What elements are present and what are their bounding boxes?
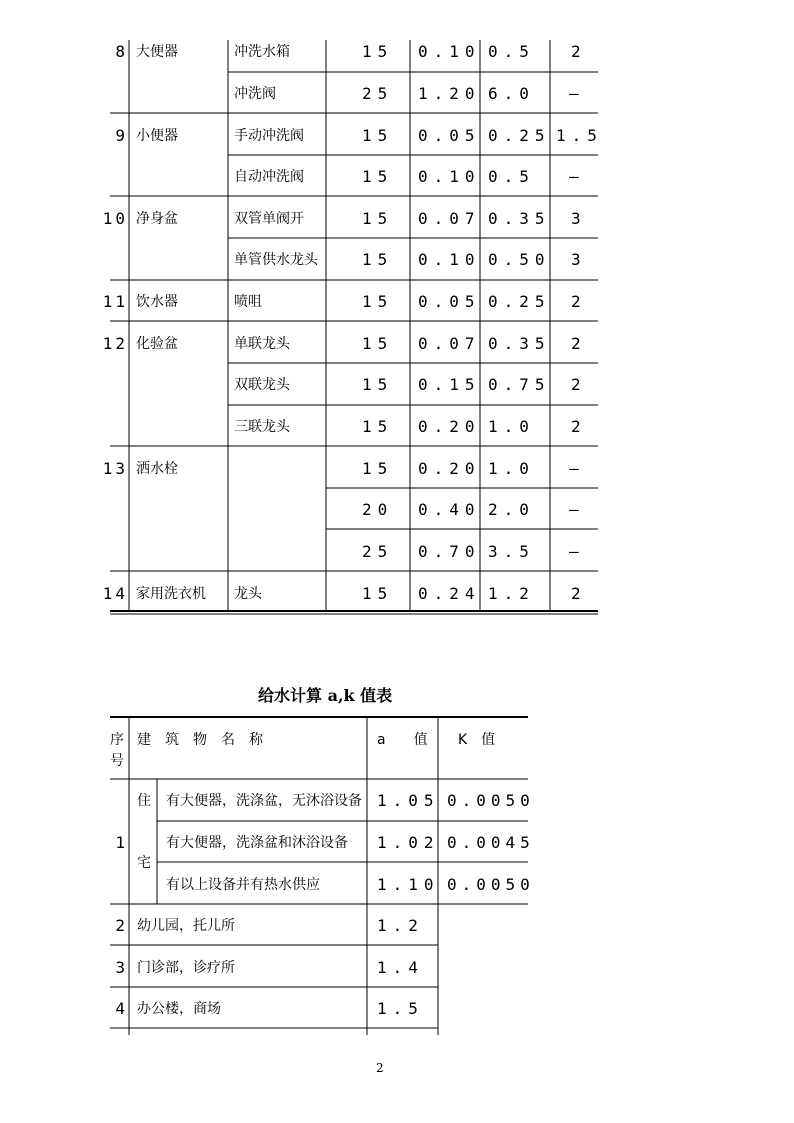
fitting-name: 单管供水龙头	[234, 252, 318, 268]
fitting-name: 喷咀	[234, 294, 262, 310]
header-seq: 序	[110, 732, 124, 748]
pressure-value: 2	[571, 292, 587, 311]
diameter-value: 15	[362, 126, 394, 145]
row-number: 14	[102, 584, 128, 603]
header-building: 建 筑 物 名 称	[137, 732, 263, 748]
building-name: 有大便器，洗涤盆，无沐浴设备	[166, 793, 362, 809]
fitting-name: 双管单阀开	[234, 211, 304, 227]
fitting-name: 冲洗水箱	[234, 44, 290, 60]
equivalent-value: 0.35	[488, 209, 551, 228]
diameter-value: 15	[362, 167, 394, 186]
equivalent-value: 0.5	[488, 167, 535, 186]
equivalent-value: 6.0	[488, 84, 535, 103]
header-a: a 值	[377, 732, 428, 748]
a-value: 1.2	[377, 916, 424, 935]
flow-value: 0.15	[418, 375, 481, 394]
pressure-value: —	[569, 167, 585, 186]
header-k: K 值	[458, 732, 496, 748]
flow-value: 1.20	[418, 84, 481, 103]
diameter-value: 25	[362, 84, 394, 103]
a-value: 1.4	[377, 958, 424, 977]
a-value: 1.10	[377, 875, 440, 894]
fitting-name: 自动冲洗阀	[234, 169, 304, 185]
diameter-value: 15	[362, 250, 394, 269]
equivalent-value: 3.5	[488, 542, 535, 561]
fitting-name: 冲洗阀	[234, 86, 276, 102]
fixture-name: 小便器	[136, 128, 178, 144]
flow-value: 0.20	[418, 459, 481, 478]
flow-value: 0.05	[418, 126, 481, 145]
flow-value: 0.07	[418, 209, 481, 228]
equivalent-value: 1.0	[488, 417, 535, 436]
pressure-value: —	[569, 542, 585, 561]
pressure-value: 2	[571, 375, 587, 394]
header-seq: 号	[110, 753, 124, 769]
k-value: 0.0045	[447, 833, 535, 852]
row-number: 2	[115, 916, 128, 935]
equivalent-value: 0.35	[488, 334, 551, 353]
pressure-value: 3	[571, 209, 587, 228]
pressure-value: 2	[571, 334, 587, 353]
fixture-name: 大便器	[136, 44, 178, 60]
building-name: 幼儿园，托儿所	[137, 918, 235, 934]
row-number: 3	[115, 958, 128, 977]
equivalent-value: 0.50	[488, 250, 551, 269]
diameter-value: 15	[362, 459, 394, 478]
row-number: 11	[102, 292, 128, 311]
k-value: 0.0050	[447, 791, 535, 810]
building-name: 办公楼，商场	[137, 1001, 221, 1017]
pressure-value: —	[569, 459, 585, 478]
flow-value: 0.70	[418, 542, 481, 561]
pressure-value: 2	[571, 584, 587, 603]
diameter-value: 15	[362, 292, 394, 311]
flow-value: 0.05	[418, 292, 481, 311]
building-name: 有大便器，洗涤盆和沐浴设备	[166, 835, 348, 851]
diameter-value: 15	[362, 417, 394, 436]
building-name: 门诊部，诊疗所	[137, 960, 235, 976]
row-number: 12	[102, 334, 128, 353]
pressure-value: 2	[571, 42, 587, 61]
pressure-value: 2	[571, 417, 587, 436]
diameter-value: 20	[362, 500, 394, 519]
fixture-name: 净身盆	[136, 211, 178, 227]
diameter-value: 15	[362, 334, 394, 353]
row-number: 13	[102, 459, 128, 478]
flow-value: 0.07	[418, 334, 481, 353]
diameter-value: 15	[362, 42, 394, 61]
flow-value: 0.24	[418, 584, 481, 603]
pressure-value: 1.5	[556, 126, 603, 145]
diameter-value: 15	[362, 375, 394, 394]
fitting-name: 龙头	[234, 586, 262, 602]
equivalent-value: 1.0	[488, 459, 535, 478]
row-number: 8	[115, 42, 128, 61]
fitting-name: 手动冲洗阀	[234, 128, 304, 144]
fitting-name: 双联龙头	[234, 377, 290, 393]
equivalent-value: 2.0	[488, 500, 535, 519]
equivalent-value: 0.25	[488, 292, 551, 311]
row-number: 9	[115, 126, 128, 145]
flow-value: 0.10	[418, 42, 481, 61]
a-value: 1.02	[377, 833, 440, 852]
group-label: 住	[137, 793, 151, 809]
fixture-name: 饮水器	[136, 294, 178, 310]
row-number: 1	[115, 833, 128, 852]
equivalent-value: 1.2	[488, 584, 535, 603]
pressure-value: —	[569, 500, 585, 519]
pressure-value: —	[569, 84, 585, 103]
equivalent-value: 0.75	[488, 375, 551, 394]
fixture-name: 家用洗衣机	[136, 586, 206, 602]
k-value: 0.0050	[447, 875, 535, 894]
a-value: 1.5	[377, 999, 424, 1018]
equivalent-value: 0.5	[488, 42, 535, 61]
flow-value: 0.10	[418, 167, 481, 186]
flow-value: 0.40	[418, 500, 481, 519]
fitting-name: 三联龙头	[234, 419, 290, 435]
row-number: 4	[115, 999, 128, 1018]
page-number: 2	[376, 1061, 384, 1075]
table-title: 给水计算 a,k 值表	[258, 686, 393, 705]
fixture-name: 洒水栓	[136, 461, 178, 477]
diameter-value: 15	[362, 584, 394, 603]
flow-value: 0.10	[418, 250, 481, 269]
fixture-name: 化验盆	[136, 336, 178, 352]
equivalent-value: 0.25	[488, 126, 551, 145]
building-name: 有以上设备并有热水供应	[166, 877, 320, 893]
diameter-value: 25	[362, 542, 394, 561]
pressure-value: 3	[571, 250, 587, 269]
row-number: 10	[102, 209, 128, 228]
flow-value: 0.20	[418, 417, 481, 436]
a-value: 1.05	[377, 791, 440, 810]
fitting-name: 单联龙头	[234, 336, 290, 352]
diameter-value: 15	[362, 209, 394, 228]
group-label: 宅	[137, 855, 151, 871]
